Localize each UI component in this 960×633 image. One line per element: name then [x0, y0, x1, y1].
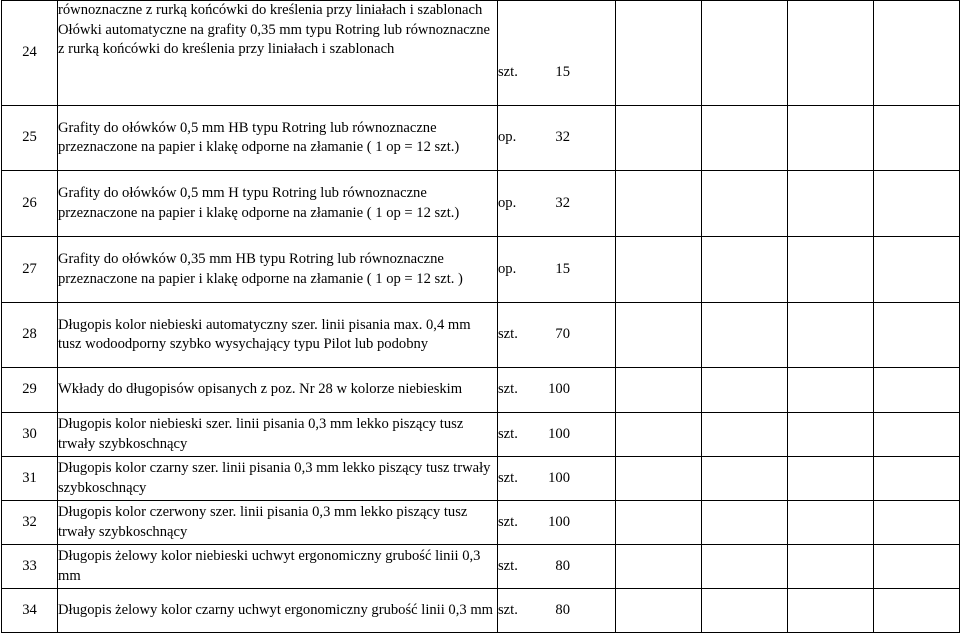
empty-cell — [616, 237, 702, 303]
empty-cell — [788, 413, 874, 457]
table-row — [2, 368, 960, 413]
empty-cell — [702, 171, 788, 237]
table-row — [2, 237, 960, 303]
empty-cell — [874, 413, 960, 457]
items-table — [1, 0, 960, 633]
row-qty: 100 — [548, 425, 570, 442]
row-description: Długopis żelowy kolor czarny uchwyt ergonomiczny grubość linii 0,3 mm — [58, 589, 498, 633]
empty-cell — [874, 501, 960, 545]
row-description: Długopis kolor czerwony szer. linii pisania 0,3 mm lekko piszący tusz trwały szybkoschnący — [58, 501, 498, 545]
row-unit-qty — [498, 501, 616, 545]
row-unit-qty — [498, 1, 616, 106]
row-unit-qty — [498, 237, 616, 303]
row-qty: 100 — [548, 469, 570, 486]
empty-cell — [702, 1, 788, 106]
row-number: 25 — [2, 106, 58, 171]
empty-cell — [788, 106, 874, 171]
row-unit: op. — [498, 129, 517, 146]
empty-cell — [788, 237, 874, 303]
row-qty: 100 — [548, 513, 570, 530]
empty-cell — [788, 1, 874, 106]
row-unit-qty — [498, 413, 616, 457]
row-unit: op. — [498, 260, 517, 277]
row-unit-qty — [498, 589, 616, 633]
empty-cell — [788, 368, 874, 413]
row-unit: szt. — [498, 557, 518, 574]
table-row — [2, 501, 960, 545]
table-row — [2, 589, 960, 633]
empty-cell — [702, 545, 788, 589]
row-description-main: Ołówki automatyczne na grafity 0,35 mm typu Rotring lub równoznaczne z rurką końcówki do kreślenia przy liniałach i szablonach — [58, 21, 491, 57]
row-unit: szt. — [498, 513, 518, 530]
row-description-continued: równoznaczne z rurką końcówki do kreślenia przy liniałach i szablonach — [58, 2, 483, 18]
empty-cell — [874, 545, 960, 589]
empty-cell — [702, 589, 788, 633]
row-number: 27 — [2, 237, 58, 303]
empty-cell — [874, 589, 960, 633]
row-qty: 80 — [555, 557, 570, 574]
empty-cell — [616, 501, 702, 545]
row-unit: szt. — [498, 425, 518, 442]
row-qty: 15 — [555, 260, 570, 277]
row-unit: szt. — [498, 601, 518, 618]
empty-cell — [788, 303, 874, 368]
empty-cell — [874, 368, 960, 413]
row-unit: szt. — [498, 469, 518, 486]
table-row — [2, 106, 960, 171]
row-number: 33 — [2, 545, 58, 589]
row-description: Grafity do ołówków 0,35 mm HB typu Rotring lub równoznaczne przeznaczone na papier i klakę odporne na złamanie ( 1 op = 12 szt. ) — [58, 237, 498, 303]
row-number: 30 — [2, 413, 58, 457]
empty-cell — [874, 171, 960, 237]
row-number: 34 — [2, 589, 58, 633]
empty-cell — [616, 1, 702, 106]
empty-cell — [874, 106, 960, 171]
empty-cell — [788, 457, 874, 501]
row-qty: 32 — [555, 194, 570, 211]
row-number: 31 — [2, 457, 58, 501]
empty-cell — [874, 237, 960, 303]
row-description: Grafity do ołówków 0,5 mm HB typu Rotring lub równoznaczne przeznaczone na papier i klakę odporne na złamanie ( 1 op = 12 szt.) — [58, 106, 498, 171]
row-description: Długopis kolor niebieski automatyczny szer. linii pisania max. 0,4 mm tusz wodoodporny szybko wysychający typu Pilot lub podobny — [58, 303, 498, 368]
empty-cell — [788, 589, 874, 633]
empty-cell — [788, 501, 874, 545]
row-unit-qty — [498, 106, 616, 171]
table-row — [2, 457, 960, 501]
empty-cell — [702, 106, 788, 171]
table-row — [2, 171, 960, 237]
empty-cell — [616, 589, 702, 633]
table-row — [2, 545, 960, 589]
row-unit-qty — [498, 457, 616, 501]
empty-cell — [616, 303, 702, 368]
row-unit-qty — [498, 303, 616, 368]
empty-cell — [616, 457, 702, 501]
row-description: Wkłady do długopisów opisanych z poz. Nr 28 w kolorze niebieskim — [58, 368, 498, 413]
empty-cell — [702, 501, 788, 545]
empty-cell — [616, 171, 702, 237]
row-unit: szt. — [498, 381, 518, 398]
row-number: 24 — [2, 1, 58, 106]
row-unit-qty — [498, 545, 616, 589]
row-number: 32 — [2, 501, 58, 545]
row-qty: 15 — [555, 64, 570, 81]
row-qty: 32 — [555, 129, 570, 146]
empty-cell — [702, 368, 788, 413]
empty-cell — [702, 457, 788, 501]
table-row — [2, 303, 960, 368]
empty-cell — [616, 413, 702, 457]
row-description: Długopis żelowy kolor niebieski uchwyt ergonomiczny grubość linii 0,3 mm — [58, 545, 498, 589]
table-row — [2, 1, 960, 106]
empty-cell — [788, 171, 874, 237]
row-unit: szt. — [498, 64, 518, 81]
empty-cell — [874, 1, 960, 106]
empty-cell — [702, 237, 788, 303]
row-qty: 80 — [555, 601, 570, 618]
row-number: 29 — [2, 368, 58, 413]
empty-cell — [702, 303, 788, 368]
empty-cell — [874, 457, 960, 501]
row-description: Długopis kolor czarny szer. linii pisania 0,3 mm lekko piszący tusz trwały szybkoschnący — [58, 457, 498, 501]
row-qty: 70 — [555, 326, 570, 343]
empty-cell — [616, 545, 702, 589]
row-description: Grafity do ołówków 0,5 mm H typu Rotring lub równoznaczne przeznaczone na papier i klakę odporne na złamanie ( 1 op = 12 szt.) — [58, 171, 498, 237]
row-number: 26 — [2, 171, 58, 237]
table-row — [2, 413, 960, 457]
row-qty: 100 — [548, 381, 570, 398]
row-description: Długopis kolor niebieski szer. linii pisania 0,3 mm lekko piszący tusz trwały szybkoschnący — [58, 413, 498, 457]
empty-cell — [874, 303, 960, 368]
row-unit: szt. — [498, 326, 518, 343]
empty-cell — [616, 368, 702, 413]
row-unit: op. — [498, 194, 517, 211]
row-number: 28 — [2, 303, 58, 368]
row-unit-qty — [498, 368, 616, 413]
empty-cell — [616, 106, 702, 171]
empty-cell — [702, 413, 788, 457]
empty-cell — [788, 545, 874, 589]
row-description — [58, 1, 498, 106]
row-unit-qty — [498, 171, 616, 237]
